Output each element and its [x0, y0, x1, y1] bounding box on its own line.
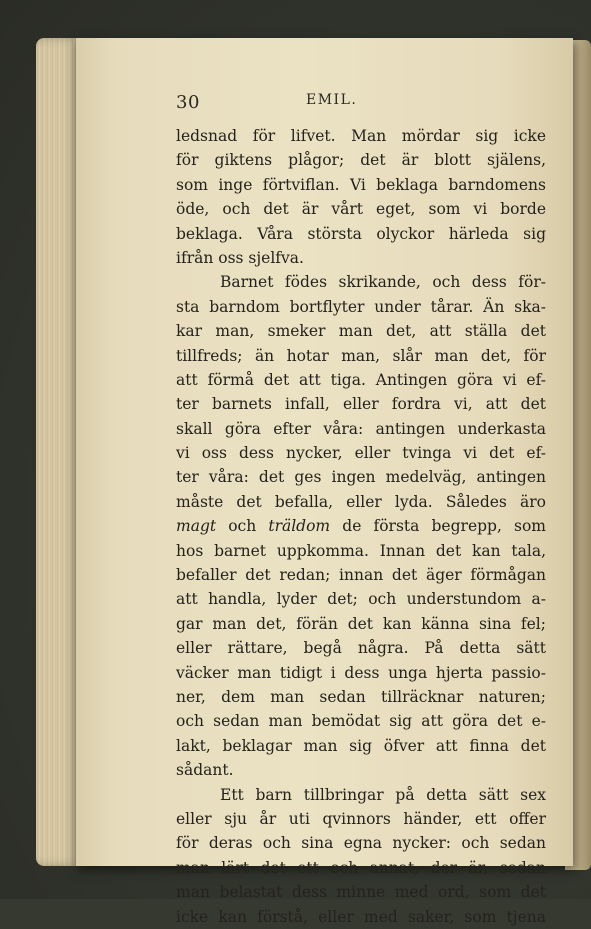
- text-fragment: de första begrepp, som: [330, 517, 546, 536]
- italic-word: magt: [176, 517, 217, 536]
- body-text: [176, 124, 546, 929]
- text-fragment: och: [216, 517, 269, 536]
- text-line: ter barnets infall, eller fordra vi, att det: [176, 395, 546, 414]
- text-line: ner, dem man sedan tillräcknar naturen;: [176, 687, 546, 706]
- text-line: [176, 514, 546, 538]
- text-line: eller sju år uti qvinnors händer, ett offer: [176, 809, 546, 828]
- text-line: lakt, beklagar man sig öfver att finna det: [176, 736, 546, 755]
- text-line: att förmå det att tiga. Antingen göra vi ef-: [176, 370, 546, 389]
- text-line: man belastat dess minne med ord, som det: [176, 883, 546, 902]
- text-line: icke kan förstå, eller med saker, som tjena: [176, 907, 546, 926]
- text-line: befaller det redan; innan det äger förmågan: [176, 566, 546, 585]
- text-line: att handla, lyder det; och understundom a-: [176, 590, 546, 609]
- text-line: beklaga. Våra största olyckor härleda sig: [176, 224, 546, 243]
- italic-word: träldom: [268, 517, 331, 536]
- text-line: sta barndom bortflyter under tårar. Än ska-: [176, 297, 546, 316]
- text-line: tillfreds; än hotar man, slår man det, för: [176, 346, 546, 365]
- text-line: ledsnad för lifvet. Man mördar sig icke: [176, 127, 546, 145]
- text-line: för giktens plågor; det är blott själens,: [176, 151, 546, 170]
- text-line: ifrån oss sjelfva.: [176, 248, 304, 267]
- text-line: måste det befalla, eller lyda. Således äro: [176, 492, 546, 511]
- text-line: skall göra efter våra: antingen underkasta: [176, 419, 546, 438]
- text-line: öde, och det är vårt eget, som vi borde: [176, 200, 546, 219]
- text-line: ter våra: det ges ingen medelväg, antingen: [176, 468, 546, 487]
- text-line: för deras och sina egna nycker: och sedan: [176, 834, 546, 853]
- text-line: som inge förtviflan. Vi beklaga barndomens: [176, 175, 546, 194]
- page-header: [176, 92, 546, 116]
- text-line: hos barnet uppkomma. Innan det kan tala,: [176, 541, 546, 560]
- text-line: Barnet födes skrikande, och dess för-: [220, 273, 546, 292]
- text-line: kar man, smeker man det, att ställa det: [176, 322, 546, 341]
- text-line: sådant.: [176, 761, 234, 780]
- text-line: Ett barn tillbringar på detta sätt sex: [220, 785, 546, 804]
- text-line: väcker man tidigt i dess unga hjerta passio-: [176, 663, 546, 682]
- text-line: och sedan man bemödat sig att göra det e-: [176, 712, 546, 731]
- page-number: 30: [176, 92, 200, 113]
- running-title: EMIL.: [306, 92, 358, 108]
- text-line: eller rättare, begå några. På detta sätt: [176, 639, 546, 658]
- text-line: man lärt det ett och annat, der är, sedan: [176, 858, 546, 877]
- text-line: vi oss dess nycker, eller tvinga vi det ef-: [176, 444, 546, 463]
- text-line: gar man det, förän det kan känna sina fel;: [176, 614, 546, 633]
- book-page-edges: [36, 38, 80, 866]
